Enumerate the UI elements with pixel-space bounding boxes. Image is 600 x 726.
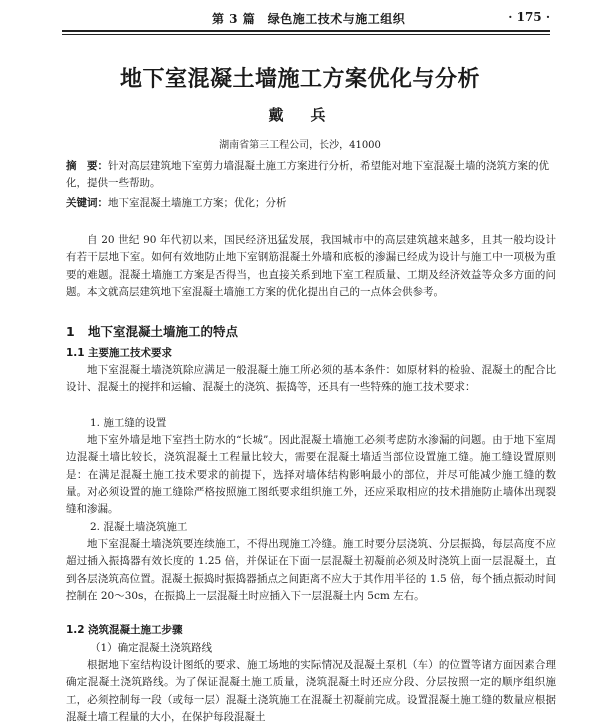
paper-title: 地下室混凝土墙施工方案优化与分析 [119, 67, 480, 92]
running-header-title: 第 3 篇 绿色施工技术与施工组织 [212, 12, 406, 26]
list-item-wall-pouring: 2. 混凝土墙浇筑施工 [90, 521, 188, 533]
section-1-2-title: 浇筑混凝土施工步骤 [88, 624, 183, 636]
section-1-title: 地下室混凝土墙施工的特点 [88, 324, 239, 339]
abstract-label: 摘 要： [66, 160, 108, 172]
section-1-1-number: 1.1 [66, 347, 85, 359]
author: 戴 兵 [268, 106, 332, 124]
paragraph-wall-pouring: 地下室混凝土墙浇筑要连续施工，不得出现施工冷缝。施工时要分层浇筑、分层振捣，每层高度不应超过插入振捣器有效长度的 1.25 倍，并保证在下面一层混凝土初凝前必须及时浇筑上面一层混凝土，直到各层浇筑高位置。混凝土振捣时振捣器插点之间距离不应大于其作用半径的 1.5 倍，每个插点振动时间控制在 20～30s，在振捣上一层混凝土时应插入下一层混凝土内 5cm 左右。 [66, 538, 556, 602]
paragraph-pouring-route: 根据地下室结构设计图纸的要求、施工场地的实际情况及混凝土泵机（车）的位置等诸方面因素合理确定混凝土浇筑路线。为了保证混凝土施工质量，浇筑混凝土时还应分段、分层按照一定的顺序组织施工，必须控制每一段（或每一层）混凝土浇筑施工在混凝土初凝前完成。设置混凝土施工缝的数量应根据混凝土墙工程量的大小，在保护每段混凝土 [66, 659, 556, 723]
abstract-text: 针对高层建筑地下室剪力墙混凝土施工方案进行分析，希望能对地下室混凝土墙的浇筑方案的优化，提供一些帮助。 [66, 160, 549, 189]
paragraph-construction-joint: 地下室外墙是地下室挡土防水的“长城”。因此混凝土墙施工必须考虑防水渗漏的问题。由于地下室周边混凝土墙比较长，浇筑混凝土工程量比较大，需要在混凝土墙适当部位设置施工缝。施工缝设置原则是：在满足混凝土施工技术要求的前提下，选择对墙体结构影响最小的部位，并尽可能减少施工缝的数量。对必须设置的施工缝除严格按照施工图纸要求组织施工外，还应采取相应的技术措施防止墙体出现裂缝和渗漏。 [66, 434, 556, 516]
section-1-number: 1 [66, 324, 75, 339]
running-header [62, 8, 550, 28]
intro-paragraph: 自 20 世纪 90 年代初以来，国民经济迅猛发展，我国城市中的高层建筑越来越多，且其一般均设计有若干层地下室。如何有效地防止地下室钢筋混凝土外墙和底板的渗漏已经成为设计与施工中一项极为重要的难题。混凝土墙施工方案是否得当，也直接关系到地下室工程质量、工期及经济效益等众多方面的问题。本文就高层建筑地下室混凝土墙施工方案的优化提出自己的一点体会供参考。 [66, 234, 556, 298]
list-item-construction-joint: 1. 施工缝的设置 [90, 417, 167, 429]
header-rule-thin [62, 34, 550, 35]
paragraph-1-1: 地下室混凝土墙浇筑除应满足一般混凝土施工所必须的基本条件：如原材料的检验、混凝土的配合比设计、混凝土的搅拌和运输、混凝土的浇筑、振捣等，还具有一些特殊的施工技术要求： [66, 364, 556, 394]
section-1-2-heading [66, 622, 183, 637]
section-1-heading [66, 322, 238, 340]
keywords-label: 关键词： [66, 197, 108, 209]
keywords-text: 地下室混凝土墙施工方案；优化；分析 [108, 197, 287, 209]
section-1-1-title: 主要施工技术要求 [88, 347, 172, 359]
header-rule [62, 30, 550, 32]
affiliation: 湖南省第三工程公司，长沙，41000 [219, 140, 381, 151]
page-number: · 175 · [508, 10, 550, 24]
section-1-2-number: 1.2 [66, 624, 85, 636]
section-1-1-heading [66, 345, 172, 360]
abstract [66, 158, 556, 192]
keywords [66, 195, 556, 210]
list-item-pouring-route: （1）确定混凝土浇筑路线 [90, 642, 213, 654]
